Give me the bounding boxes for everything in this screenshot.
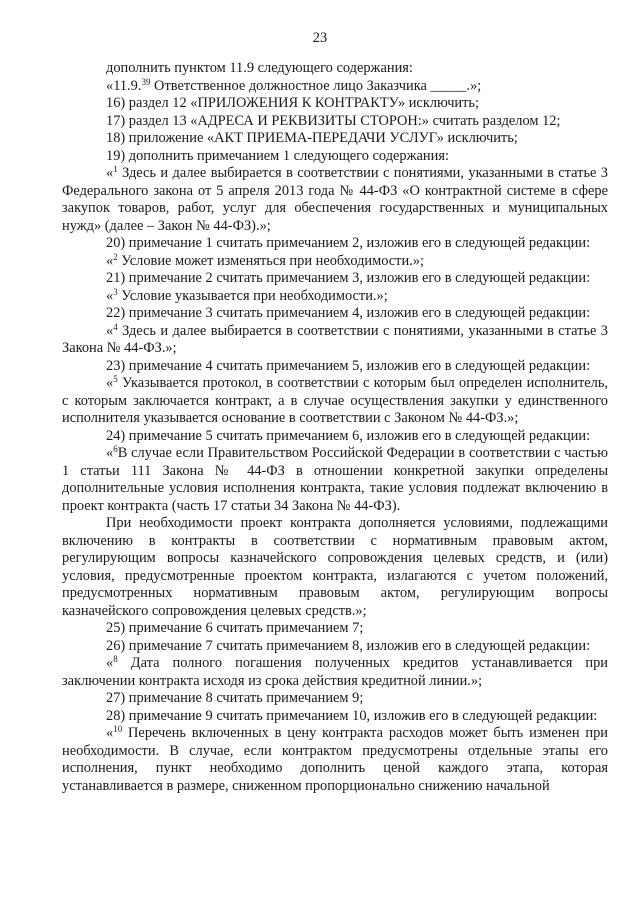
list-item-28: 28) примечание 9 считать примечанием 10, изложив его в следующей редакции: xyxy=(106,707,598,724)
note-text: Указывается протокол, в соответствии с которым был определен исполнитель, с которым заключается контракт, а в случае осуществления закупки у единственного исполнителя указывается основание в соответствии с Законом № 44-ФЗ.»; xyxy=(62,375,608,426)
note-text: В случае если Правительством Российской Федерации в соответствии с частью 1 статьи 111 Закона № 44-ФЗ в отношении конкретной закупки определены дополнительные условия исполнения контракта, такие условия подлежат включению в проект контракта (часть 17 статьи 34 Закона № 44-ФЗ). xyxy=(62,445,608,514)
list-item-23: 23) примечание 4 считать примечанием 5, изложив его в следующей редакции: xyxy=(106,357,591,374)
quote-open: « xyxy=(106,252,114,269)
footnote-marker: 8 xyxy=(113,654,118,664)
paragraph-add-clause: дополнить пунктом 11.9 следующего содержания: xyxy=(106,60,413,76)
note-text: Перечень включенных в цену контракта расходов может быть изменен при необходимости. В случае, если контрактом предусмотрены отдельные этапы его исполнения, пункт необходимо дополнить ценой каждого этапа, которая устанавливается в размере, сниженном пропорционально снижению начальной xyxy=(62,725,608,794)
list-item-27: 27) примечание 8 считать примечанием 9; xyxy=(106,690,364,706)
quote-open: « xyxy=(106,287,114,304)
list-item-18: 18) приложение «АКТ ПРИЕМА-ПЕРЕДАЧИ УСЛУГ» исключить; xyxy=(106,130,518,146)
quote-open: « xyxy=(106,655,114,671)
note-text: Условие может изменяться при необходимости.»; xyxy=(117,252,424,269)
quote-open: « xyxy=(106,165,114,181)
note-3-text xyxy=(62,288,608,306)
list-item-24: 24) примечание 5 считать примечанием 6, изложив его в следующей редакции: xyxy=(106,427,591,444)
footnote-marker: 6 xyxy=(113,444,118,454)
list-item-21: 21) примечание 2 считать примечанием 3, изложив его в следующей редакции: xyxy=(106,270,591,286)
list-item-25: 25) примечание 6 считать примечанием 7; xyxy=(106,620,364,636)
document-body xyxy=(62,60,608,795)
note-2-text xyxy=(62,253,608,271)
note-8-text xyxy=(62,655,608,690)
quote-open: « xyxy=(106,375,114,391)
clause-prefix: «11.9. xyxy=(106,77,142,94)
list-item-22: 22) примечание 3 считать примечанием 4, изложив его в следующей редакции: xyxy=(106,305,591,321)
list-item-20: 20) примечание 1 считать примечанием 2, изложив его в следующей редакции: xyxy=(106,235,591,251)
list-item-17: 17) раздел 13 «АДРЕСА И РЕКВИЗИТЫ СТОРОН:» считать разделом 12; xyxy=(106,112,561,129)
quote-open: « xyxy=(106,445,114,461)
footnote-marker: 39 xyxy=(141,76,151,87)
footnote-marker: 10 xyxy=(113,724,123,734)
note-6-continuation: При необходимости проект контракта дополняется условиями, подлежащими включению в контракты в соответствии с нормативным правовым актом, регулирующим вопросы казначейского сопровождения целевых средств, и (или) условия, предусмотренные проектом контракта, излагаются с учетом положений, предусмотренных нормативным правовым актом, регулирующим вопросы казначейского сопровождения целевых средств.»; xyxy=(62,515,608,619)
note-10-text xyxy=(62,725,608,795)
footnote-marker: 3 xyxy=(113,286,118,297)
footnote-marker: 1 xyxy=(113,164,118,174)
note-text: Здесь и далее выбирается в соответствии с понятиями, указанными в статье 3 Федерального закона от 5 апреля 2013 года № 44-ФЗ «О контрактной системе в сфере закупок товаров, работ, услуг для обеспечения государственных и муниципальных нужд» (далее – Закон № 44-ФЗ).»; xyxy=(62,165,608,234)
page-number: 23 xyxy=(312,30,328,46)
note-text: Здесь и далее выбирается в соответствии с понятиями, указанными в статье 3 Закона № 44-ФЗ.»; xyxy=(62,322,608,356)
note-text: Дата полного погашения полученных кредитов устанавливается при заключении контракта исходя из срока действия кредитной линии.»; xyxy=(62,655,608,689)
list-item-26: 26) примечание 7 считать примечанием 8, изложив его в следующей редакции: xyxy=(106,637,591,654)
footnote-marker: 5 xyxy=(113,374,118,384)
paragraph-clause-11-9 xyxy=(62,78,608,96)
list-item-19: 19) дополнить примечанием 1 следующего содержания: xyxy=(106,147,449,164)
footnote-marker: 4 xyxy=(113,321,118,332)
footnote-marker: 2 xyxy=(113,251,118,262)
clause-text: Ответственное должностное лицо Заказчика _____.»; xyxy=(150,77,482,94)
note-5-text xyxy=(62,375,608,428)
list-item-16: 16) раздел 12 «ПРИЛОЖЕНИЯ К КОНТРАКТУ» исключить; xyxy=(106,95,479,111)
note-1-text xyxy=(62,165,608,235)
quote-open: « xyxy=(106,322,114,339)
note-text: Условие указывается при необходимости.»; xyxy=(117,287,388,304)
note-4-text xyxy=(62,323,608,358)
note-6-text xyxy=(62,445,608,515)
quote-open: « xyxy=(106,725,114,741)
